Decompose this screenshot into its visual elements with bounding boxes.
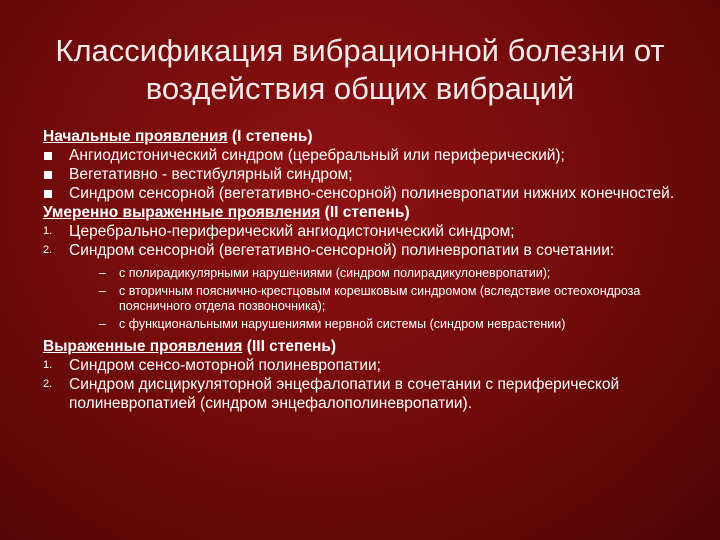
dash-bullet: – (99, 284, 106, 298)
slide-content (43, 127, 703, 413)
list-item: 1. Церебрально-периферический ангиодистонический синдром; (43, 223, 515, 240)
section-heading-underlined: Умеренно выраженные проявления (43, 204, 321, 221)
list-item: Синдром сенсорной (вегетативно-сенсорной) полиневропатии нижних конечностей. (43, 184, 703, 203)
square-bullet-icon (44, 190, 52, 198)
list-item: 1. Синдром сенсо-моторной полиневропатии; (43, 357, 381, 374)
list-item: 2. Синдром сенсорной (вегетативно-сенсорной) полиневропатии в сочетании: (43, 242, 615, 259)
dash-bullet: – (99, 266, 106, 280)
square-bullet-icon (44, 171, 52, 179)
section-heading-degree: (III степень) (242, 338, 337, 355)
section-heading-underlined: Выраженные проявления (43, 338, 243, 355)
section-heading-underlined: Начальные проявления (43, 128, 228, 145)
list-number: 2. (43, 244, 53, 256)
section-heading-1 (43, 127, 703, 146)
list-item: Вегетативно - вестибулярный синдром; (43, 165, 703, 184)
list-number: 1. (43, 359, 53, 371)
section-heading-degree: (II степень) (320, 204, 410, 221)
sub-list-item: – с вторичным пояснично-крестцовым корешковым синдромом (вследствие остеохондроза поясничного отдела позвоночника); (99, 284, 641, 313)
list-item: Ангиодистонический синдром (церебральный или периферический); (43, 146, 703, 165)
slide-title: Классификация вибрационной болезни от воздействия общих вибраций (55, 33, 665, 106)
dash-bullet: – (99, 317, 106, 331)
section-heading-3 (43, 337, 703, 356)
sub-list-item: – с функциональными нарушениями нервной системы (синдром неврастении) (99, 317, 566, 331)
square-bullet-icon (44, 152, 52, 160)
list-number: 1. (43, 225, 53, 237)
sub-list-item: – с полирадикулярными нарушениями (синдром полирадикулоневропатии); (99, 266, 551, 280)
list-item: 2. Синдром дисциркуляторной энцефалопатии в сочетании с периферической полиневропатией (синдром энцефалополиневропатии). (43, 376, 620, 412)
section-heading-degree: (I степень) (227, 128, 313, 145)
section-heading-2 (43, 203, 703, 222)
list-number: 2. (43, 378, 53, 390)
